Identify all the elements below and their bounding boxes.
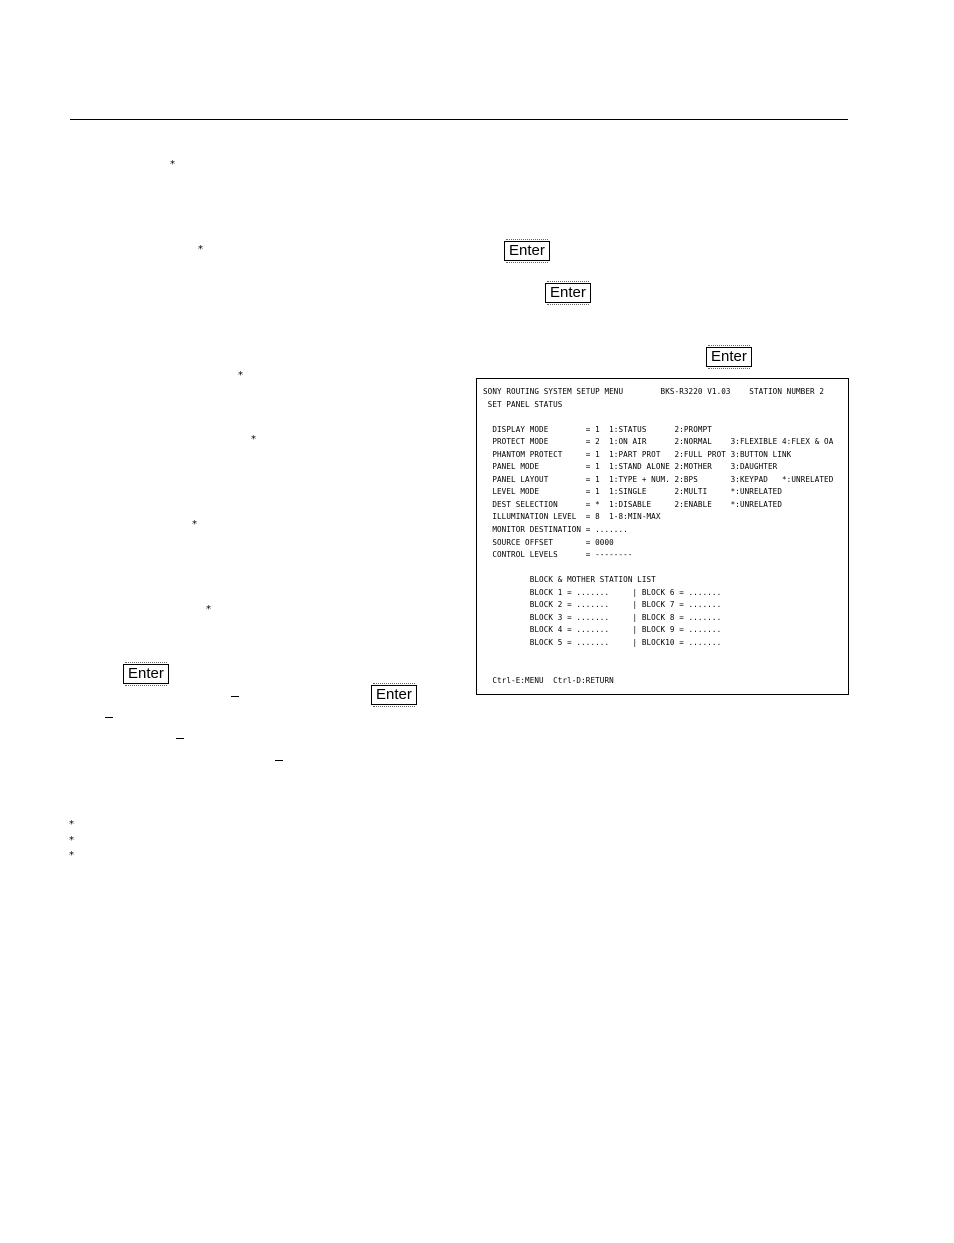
setup-menu-screen — [476, 378, 849, 695]
asterisk-marker: * — [238, 370, 243, 381]
footnote-asterisk: * — [69, 819, 74, 830]
asterisk-marker: * — [251, 434, 256, 445]
dash-mark — [105, 717, 113, 718]
enter-key-icon: Enter — [504, 241, 550, 261]
asterisk-marker: * — [170, 159, 175, 170]
dash-mark — [176, 738, 184, 739]
dash-mark — [231, 696, 239, 697]
footnote-asterisk: * — [69, 850, 74, 861]
footnote-asterisk: * — [69, 835, 74, 846]
asterisk-marker: * — [192, 519, 197, 530]
asterisk-marker: * — [198, 244, 203, 255]
asterisk-marker: * — [206, 604, 211, 615]
header-rule — [70, 119, 848, 120]
dash-mark — [275, 760, 283, 761]
enter-key-icon: Enter — [123, 664, 169, 684]
enter-key-icon: Enter — [545, 283, 591, 303]
setup-menu-text: SONY ROUTING SYSTEM SETUP MENU BKS-R3220 V1.03 STATION NUMBER 2 SET PANEL STATUS DISPLAY MODE = 1 1:STATUS 2:PROMPT PROTECT MODE = 2 1:ON AIR 2:NORMAL 3:FLEXIBLE 4:FLEX & OA PHANTOM PROTECT = 1 1:PART PROT 2:FULL PROT 3:BUTTON LINK PANEL MODE = 1 1:STAND ALONE 2:MOTHER 3:DAUGHTER PANEL LAYOUT = 1 1:TYPE + NUM. 2:BPS 3:KEYPAD *:UNRELATED LEVEL MODE = 1 1:SINGLE 2:MULTI *:UNRELATED DEST SELECTION = * 1:DISABLE 2:ENABLE *:UNRELATED ILLUMINATION LEVEL = 8 1-8:MIN-MAX MONITOR DESTINATION = ....... SOURCE OFFSET = 0000 CONTROL LEVELS = -------- BLOCK & MOTHER STATION LIST BLOCK 1 = ....... | BLOCK 6 = ....... BLOCK 2 = ....... | BLOCK 7 = ....... BLOCK 3 = ....... | BLOCK 8 = ....... BLOCK 4 = ....... | BLOCK 9 = ....... BLOCK 5 = ....... | BLOCK10 = ....... Ctrl-E:MENU Ctrl-D:RETURN — [483, 387, 834, 685]
enter-key-icon: Enter — [371, 685, 417, 705]
enter-key-icon: Enter — [706, 347, 752, 367]
